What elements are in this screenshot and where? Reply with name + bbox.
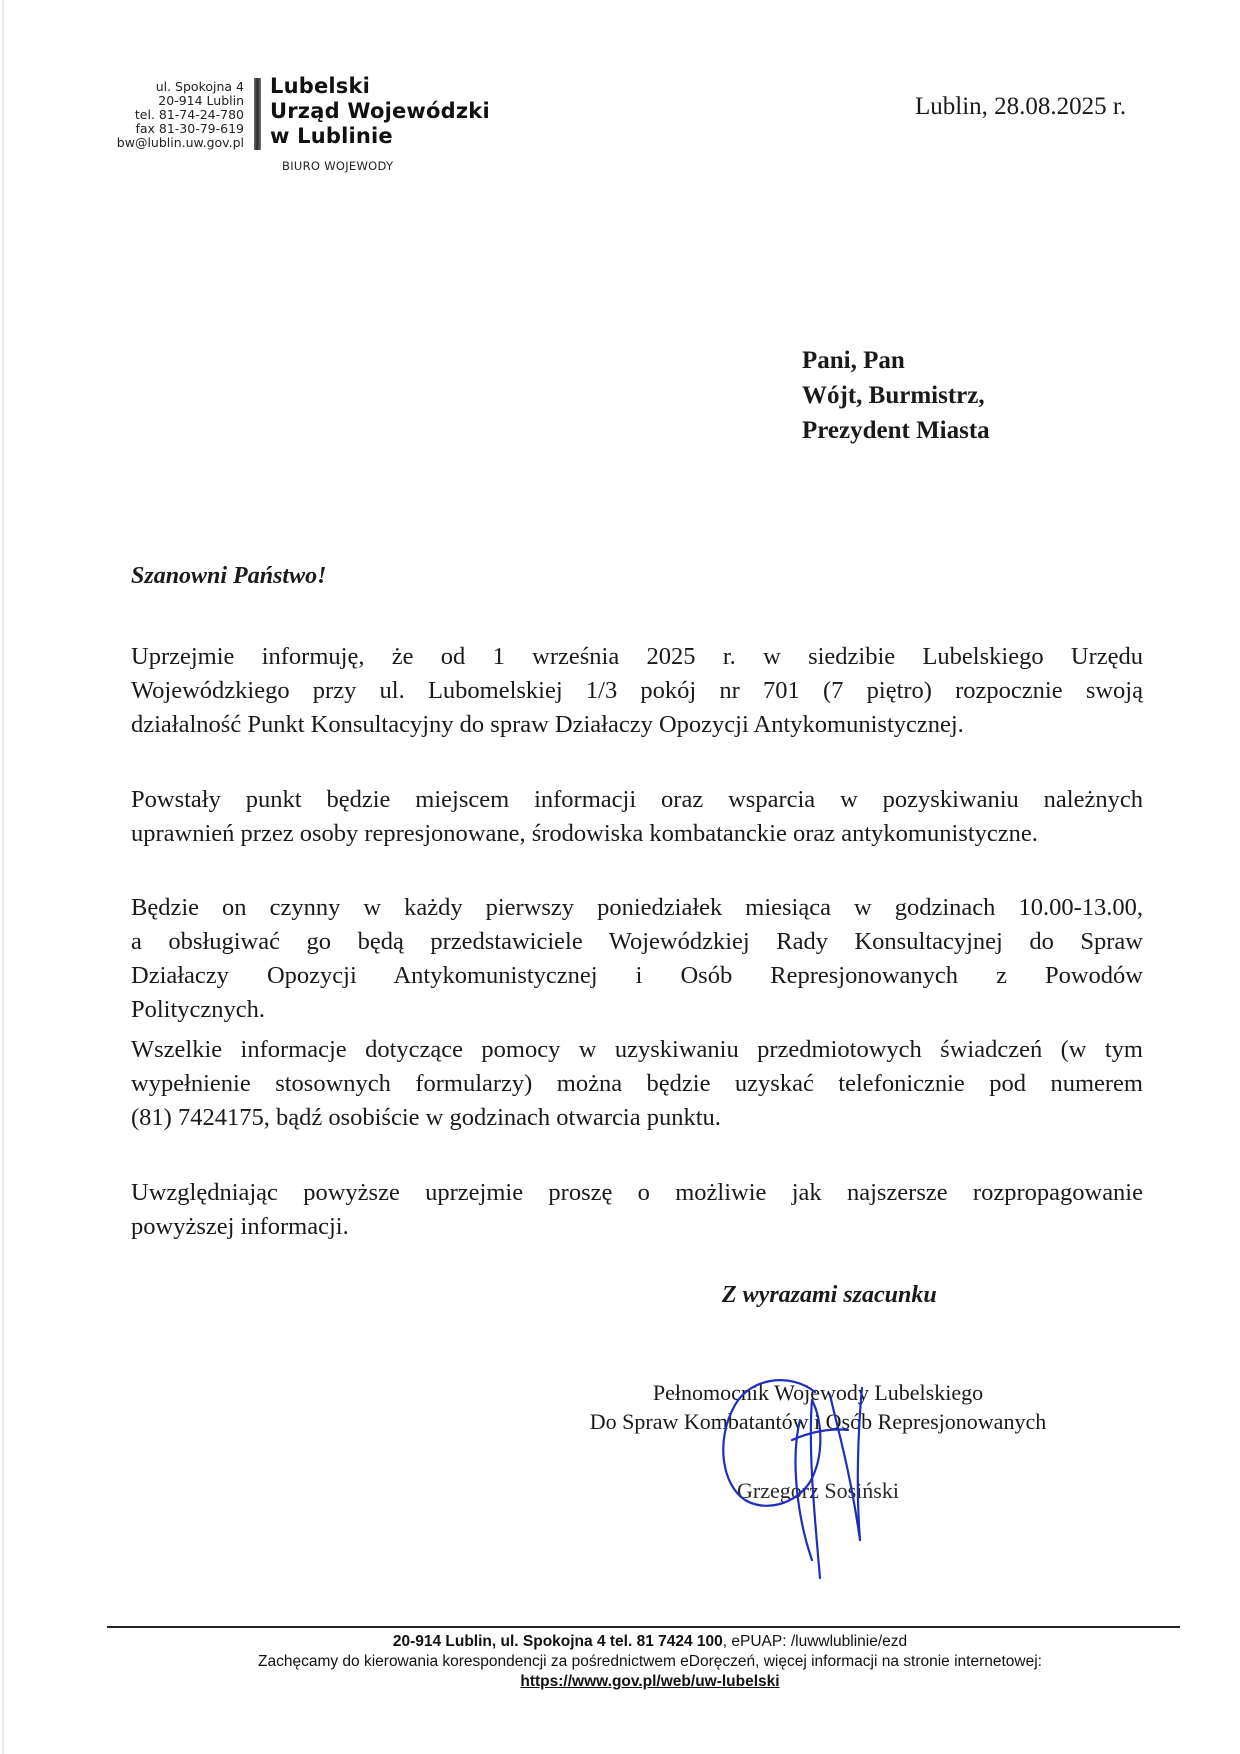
signatory-name: Grzegorz Sosiński <box>737 1478 899 1503</box>
letter-date: Lublin, 28.08.2025 r. <box>915 93 1127 120</box>
paragraph-request <box>131 1176 1143 1244</box>
text-line: (81) 7424175, bądź osobiście w godzinach otwarcia punktu. <box>131 1104 721 1131</box>
organization-logo <box>270 74 490 149</box>
footer-edoreczenia-note: Zachęcamy do kierowania korespondencji za pośrednictwem eDoręczeń, więcej informacji na stronie internetowej: <box>258 1653 1042 1670</box>
text-line: Wszelkie informacje dotyczące pomocy w uzyskiwaniu przedmiotowych świadczeń (w tym <box>131 1036 1143 1063</box>
page-edge <box>2 0 4 1754</box>
org-line-1: Lubelski <box>270 74 371 98</box>
letterhead-address <box>80 80 244 150</box>
paragraph-purpose <box>131 783 1143 851</box>
org-line-3: w Lublinie <box>270 124 393 148</box>
footer-divider <box>107 1626 1180 1628</box>
department-name: BIURO WOJEWODY <box>282 159 394 173</box>
text-line: a obsługiwać go będą przedstawiciele Wojewódzkiej Rady Konsultacyjnej do Spraw <box>131 928 1143 955</box>
recipient-line-1: Pani, Pan <box>802 347 905 374</box>
footer-address: 20-914 Lublin, ul. Spokojna 4 tel. 81 7424 100 <box>392 1633 723 1650</box>
logo-bar-icon <box>254 78 261 150</box>
footer-website-link[interactable]: https://www.gov.pl/web/uw-lubelski <box>520 1673 780 1690</box>
text-line: Uprzejmie informuję, że od 1 września 2025 r. w siedzibie Lubelskiego Urzędu <box>131 643 1143 670</box>
text-line: Uwzględniając powyższe uprzejmie proszę o możliwie jak najszersze rozpropagowanie <box>131 1179 1143 1206</box>
recipient-line-2: Wójt, Burmistrz, <box>802 382 985 409</box>
recipient-block <box>802 343 990 448</box>
footer-epuap: , ePUAP: /luwwlublinie/ezd <box>722 1633 908 1650</box>
signatory-title <box>548 1378 1088 1436</box>
address-postal: 20-914 Lublin <box>158 93 244 108</box>
address-fax: fax 81-30-79-619 <box>135 121 244 136</box>
text-line: Działaczy Opozycji Antykomunistycznej i Osób Represjonowanych z Powodów <box>131 962 1143 989</box>
address-phone: tel. 81-74-24-780 <box>134 107 244 122</box>
text-line: Politycznych. <box>131 996 266 1023</box>
org-line-2: Urząd Wojewódzki <box>270 99 490 123</box>
closing-phrase: Z wyrazami szacunku <box>722 1282 937 1308</box>
paragraph-contact <box>131 1033 1143 1135</box>
paragraph-hours <box>131 891 1143 1027</box>
text-line: Wojewódzkiego przy ul. Lubomelskiej 1/3 pokój nr 701 (7 piętro) rozpocznie swoją <box>131 677 1143 704</box>
footer-contact-line <box>100 1632 1200 1652</box>
footer <box>100 1632 1200 1692</box>
text-line: uprawnień przez osoby represjonowane, środowiska kombatanckie oraz antykomunistyczne. <box>131 820 1038 847</box>
address-street: ul. Spokojna 4 <box>155 79 244 94</box>
paragraph-opening <box>131 640 1143 742</box>
text-line: działalność Punkt Konsultacyjny do spraw Działaczy Opozycji Antykomunistycznej. <box>131 711 964 738</box>
text-line: Będzie on czynny w każdy pierwszy poniedziałek miesiąca w godzinach 10.00-13.00, <box>131 894 1143 921</box>
text-line: wypełnienie stosownych formularzy) można będzie uzyskać telefonicznie pod numerem <box>131 1070 1143 1097</box>
signatory-title-line-1: Pełnomocnik Wojewody Lubelskiego <box>652 1380 984 1405</box>
recipient-line-3: Prezydent Miasta <box>802 417 990 444</box>
signatory-title-line-2: Do Spraw Kombatantów i Osób Represjonowanych <box>589 1409 1047 1434</box>
salutation: Szanowni Państwo! <box>131 563 327 589</box>
text-line: powyższej informacji. <box>131 1213 349 1240</box>
text-line: Powstały punkt będzie miejscem informacji oraz wsparcia w pozyskiwaniu należnych <box>131 786 1143 813</box>
address-email: bw@lublin.uw.gov.pl <box>116 135 244 150</box>
